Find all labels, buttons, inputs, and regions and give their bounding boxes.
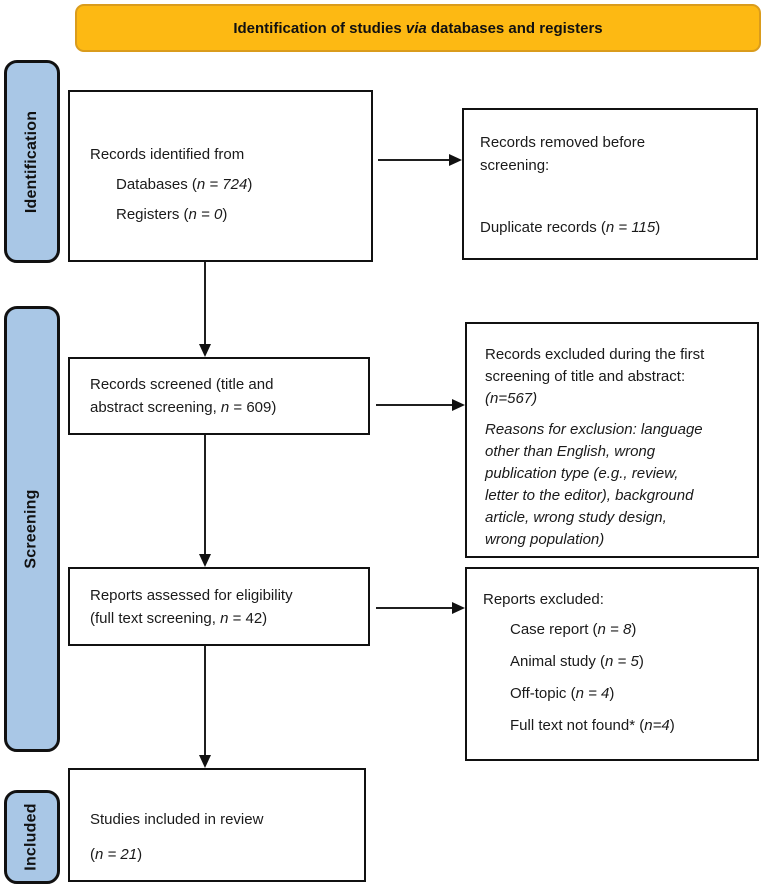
text-line [480, 155, 744, 178]
registers-label: Registers ( [116, 206, 189, 223]
records-excluded-n-value: (n=567) [485, 390, 538, 407]
text-line [485, 529, 747, 551]
banner-title [75, 4, 761, 52]
text-line [510, 678, 747, 710]
stage-screening-label: Screening [23, 489, 41, 569]
paren-close: ) [137, 846, 143, 863]
records-screened-label2: abstract screening, [90, 399, 221, 416]
spacer [480, 177, 744, 217]
text-line [485, 485, 747, 507]
paren-close: ) [655, 219, 661, 236]
text-line [483, 589, 747, 611]
text-line [510, 710, 747, 742]
duplicate-records-label: Duplicate records ( [480, 219, 606, 236]
exclusion-reason-line: wrong population) [485, 531, 605, 548]
banner-title-via: via [405, 19, 427, 37]
text-line [90, 396, 358, 419]
paren-close: ) [638, 653, 644, 670]
arrow-screened-to-assessed [204, 435, 206, 554]
box-records-identified [68, 90, 373, 262]
text-line [90, 140, 357, 170]
text-line [90, 837, 350, 872]
off-topic-n-value: n = 4 [575, 685, 610, 702]
stage-included-label: Included [23, 803, 41, 871]
text-line [485, 419, 747, 441]
arrow-assessed-to-included [204, 646, 206, 755]
text-line [485, 388, 747, 410]
arrow-identified-to-removed [378, 159, 449, 161]
stage-screening [4, 306, 60, 752]
text-line [90, 584, 358, 607]
assessed-n-symbol: n [220, 609, 229, 627]
text-line [485, 463, 747, 485]
text-line [510, 614, 747, 646]
text-line [480, 217, 744, 240]
banner-title-pre: Identification of studies [233, 19, 406, 37]
reports-excluded-items [483, 614, 747, 742]
case-report-n-value: n = 8 [597, 621, 632, 638]
text-line [485, 441, 747, 463]
text-line [485, 507, 747, 529]
animal-study-label: Animal study ( [510, 653, 606, 670]
records-excluded-heading2: screening of title and abstract: [485, 368, 686, 385]
text-line [90, 802, 350, 837]
exclusion-reason-line: article, wrong study design, [485, 509, 667, 526]
text-line [116, 200, 357, 230]
records-screened-label: Records screened (title and [90, 376, 274, 393]
records-removed-heading2: screening: [480, 156, 550, 174]
banner-title-text [233, 20, 602, 37]
arrow-screened-to-excluded [376, 404, 452, 406]
text-line [510, 646, 747, 678]
paren-close: ) [609, 685, 615, 702]
banner-title-post: databases and registers [426, 19, 603, 37]
text-line [480, 132, 744, 155]
stage-included [4, 790, 60, 884]
full-text-not-found-label: Full text not found* ( [510, 717, 645, 734]
case-report-label: Case report ( [510, 621, 598, 638]
exclusion-reason-line: publication type (e.g., review, [485, 465, 679, 482]
text-line [485, 366, 747, 388]
animal-study-n-value: n = 5 [605, 653, 639, 670]
spacer [485, 410, 747, 419]
duplicate-n-value: n = 115 [605, 219, 656, 236]
paren-close: ) [669, 717, 675, 734]
records-identified-heading: Records identified from [90, 146, 245, 163]
reports-assessed-label: Reports assessed for eligibility [90, 586, 293, 604]
text-line [90, 607, 358, 630]
text-line [90, 373, 358, 396]
assessed-n-value: = 42) [228, 609, 268, 627]
off-topic-label: Off-topic ( [510, 685, 576, 702]
stage-identification-label: Identification [23, 110, 41, 213]
arrow-assessed-to-excluded [376, 607, 452, 609]
databases-label: Databases ( [116, 176, 197, 193]
box-reports-excluded [465, 567, 759, 761]
text-line [485, 344, 747, 366]
arrow-identified-to-screened [204, 262, 206, 344]
included-n-value: n = 21 [95, 846, 138, 863]
box-reports-assessed [68, 567, 370, 646]
box-records-screened [68, 357, 370, 435]
exclusion-reason-line: letter to the editor), background [485, 487, 694, 504]
paren-close: ) [247, 176, 253, 193]
records-removed-heading: Records removed before [480, 134, 646, 151]
paren-close: ) [631, 621, 637, 638]
box-records-excluded [465, 322, 759, 558]
screened-n-symbol: n [220, 399, 230, 416]
box-records-removed [462, 108, 758, 260]
records-excluded-heading: Records excluded during the first [485, 346, 705, 363]
studies-included-label: Studies included in review [90, 811, 264, 828]
reports-assessed-label2: (full text screening, [90, 609, 221, 627]
screened-n-value: = 609) [229, 399, 277, 416]
exclusion-reason-line: Reasons for exclusion: language [485, 421, 703, 438]
registers-n-value: n = 0 [188, 206, 223, 223]
paren-close: ) [222, 206, 228, 223]
databases-n-value: n = 724 [196, 176, 248, 193]
full-text-not-found-n-value: n=4 [644, 717, 670, 734]
box-studies-included [68, 768, 366, 882]
exclusion-reason-line: other than English, wrong [485, 443, 656, 460]
reports-excluded-heading: Reports excluded: [483, 591, 604, 608]
text-line [116, 170, 357, 200]
stage-identification [4, 60, 60, 263]
paren-open: ( [90, 846, 95, 863]
